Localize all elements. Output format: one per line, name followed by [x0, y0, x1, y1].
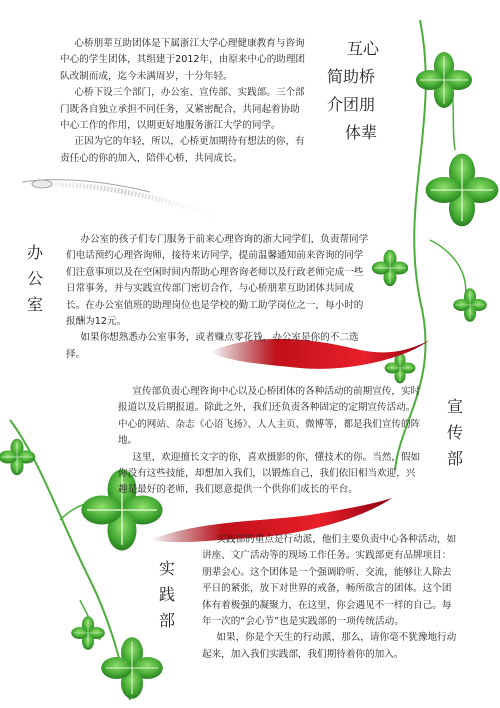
publicity-paragraph: 这里，欢迎擅长文字的你，喜欢摄影的你，懂技术的你。当然，假如你没有这些技能，却想加入我们，以锻炼自己，我们依旧相当欢迎，兴趣是最好的老师，我们愿意提供一个供你们成长的平台。 [118, 451, 421, 496]
intro-paragraph: 心桥朋辈互助团体是下属浙江大学心理健康教育与咨询中心的学生团体，其组建于2012年，由原来中心的助理团队改制而成，迄今未满周岁，十分年轻。 [60, 38, 306, 82]
clover-icon [453, 288, 487, 322]
office-text [66, 232, 370, 363]
cover-title-line: 互心 [347, 39, 380, 58]
publicity-title [444, 394, 466, 472]
clover-icon [372, 250, 408, 286]
silver-pendant [20, 180, 230, 222]
practice-paragraph: 实践部的重点是行动派，他们主要负责中心各种活动，如讲座、文广活动等的现场工作任务。实践部更有品牌项目：朋辈会心。这个团体是一个强调聆听、交流，能够让人除去平日的紧张，放下对世界的戒备，畅所欲言的团体。这个团体有着极强的凝聚力，在这里，你会遇见不一样的自己。每年一次的“会心节”也是实践部的一项传统活动。 [202, 534, 457, 628]
practice-title [156, 556, 178, 634]
cover-title-line: 介团朋 [327, 95, 376, 114]
practice-title-text: 实践部 [158, 559, 175, 630]
cover-title [327, 38, 425, 144]
intro-paragraph: 心桥下设三个部门，办公室、宣传部、实践部。三个部门既各自独立承担不同任务，又紧密配合，共同起着协助中心工作的作用，以期更好地服务浙江大学的同学。 [60, 87, 305, 132]
office-title [24, 240, 46, 318]
publicity-text [118, 384, 424, 499]
practice-paragraph: 如果，你是个天生的行动派，那么，请你毫不犹豫地行动起来，加入我们实践部，我们期待着你的加入。 [202, 632, 457, 660]
office-paragraph: 办公室的孩子们专门服务于前来心理咨询的浙大同学们，负责帮同学们电话预约心理咨询师，接待来访同学，提前温馨通知前来咨询的同学们注意事项以及在空闲时间内帮助心理咨询老师以及行政老师完成一些日常事务，并与实践宣传部门密切合作，与心桥朋辈互助团体共同成长。在办公室值班的助理岗位也是学校的勤工助学岗位之一，每小时的报酬为12元。 [66, 234, 369, 328]
clover-icon [426, 154, 499, 227]
publicity-title-text: 宣传部 [446, 397, 463, 468]
publicity-paragraph: 宣传部负责心理咨询中心以及心桥团体的各种活动的前期宣传，实时报道以及后期报道。除此之外，我们还负责各种固定的定期宣传活动。中心的网站、杂志《心语飞扬》、人人主页、微博等，都是我们宣传的阵地。 [118, 386, 421, 447]
clover-icon [71, 616, 105, 650]
clover-icon [101, 637, 163, 699]
clover-icon [0, 439, 35, 475]
intro-text [60, 36, 308, 167]
practice-text [202, 532, 460, 663]
intro-paragraph: 正因为它的年轻，所以，心桥更加期待有想法的你，有责任心的你的加入，陪伴心桥，共同成长。 [60, 136, 305, 164]
cover-title-line: 体辈 [345, 123, 378, 142]
office-paragraph: 如果你想熟悉办公室事务，或者赚点零花钱，办公室是你的不二选择。 [66, 332, 359, 360]
office-title-text: 办公室 [26, 243, 43, 314]
cover-title-line: 简助桥 [327, 67, 376, 86]
